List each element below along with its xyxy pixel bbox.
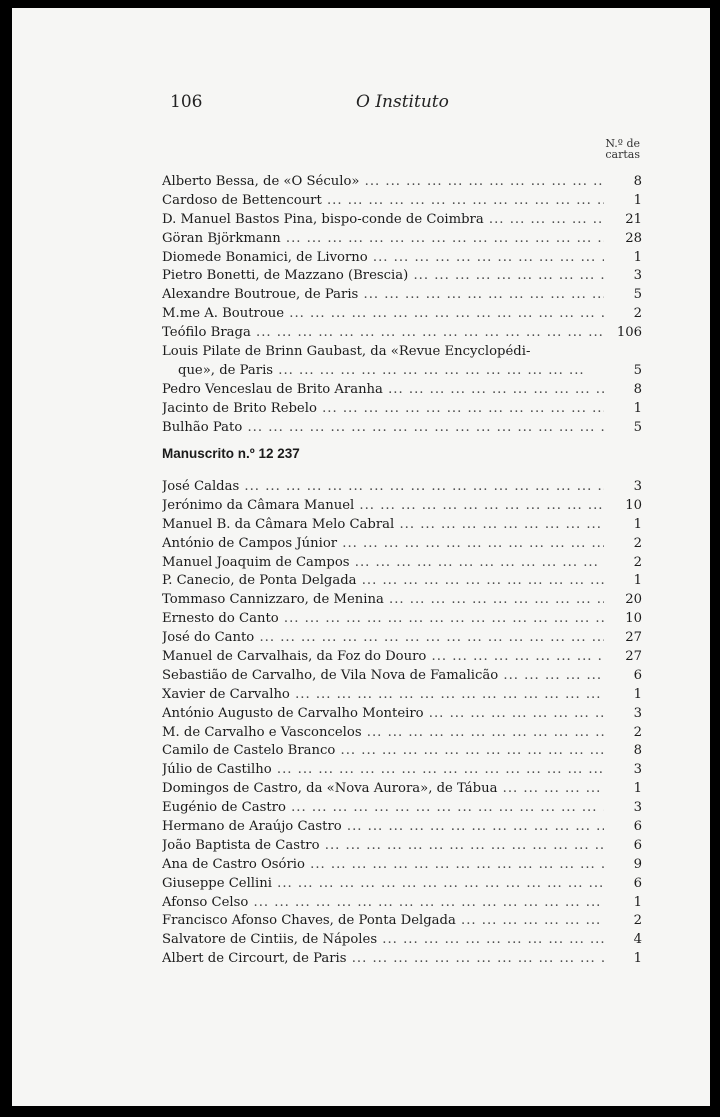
entry-letter-count: 20 bbox=[625, 592, 642, 608]
entry-name: Salvatore de Cintiis, de Nápoles ... . bbox=[162, 931, 604, 950]
entry-letter-count: 1 bbox=[633, 951, 642, 967]
list-entry bbox=[162, 705, 642, 724]
entry-letter-count: 2 bbox=[633, 554, 642, 570]
page-number: 106 bbox=[170, 92, 203, 112]
entry-letter-count: 2 bbox=[633, 913, 642, 929]
entry-letter-count: 1 bbox=[633, 192, 642, 208]
entry-letter-count: 3 bbox=[633, 762, 642, 778]
column-header-count bbox=[572, 138, 640, 160]
entry-name: Manuel de Carvalhais, da Foz do Douro ... . bbox=[162, 648, 604, 667]
entry-name: Tommaso Cannizzaro, de Menina ... . bbox=[162, 591, 604, 610]
entry-name: Cardoso de Bettencourt ... . bbox=[162, 192, 604, 211]
entry-letter-count: 106 bbox=[616, 325, 642, 341]
list-entry bbox=[162, 742, 642, 761]
list-entry bbox=[162, 400, 642, 419]
entry-name: Bulhão Pato ... . bbox=[162, 419, 604, 438]
entry-name: M.me A. Boutroue ... . bbox=[162, 305, 604, 324]
page-header bbox=[170, 92, 640, 116]
list-entry bbox=[162, 837, 642, 856]
entry-name: Francisco Afonso Chaves, de Ponta Delgada ... . bbox=[162, 912, 604, 931]
entry-letter-count: 6 bbox=[633, 819, 642, 835]
correspondent-list-b bbox=[162, 478, 642, 969]
entry-letter-count: 3 bbox=[633, 705, 642, 721]
list-entry bbox=[162, 230, 642, 249]
entry-letter-count: 28 bbox=[625, 230, 642, 246]
list-entry bbox=[162, 780, 642, 799]
entry-letter-count: 2 bbox=[633, 306, 642, 322]
entry-letter-count: 1 bbox=[633, 516, 642, 532]
entry-letter-count: 1 bbox=[633, 573, 642, 589]
entry-name: Göran Björkmann ... . bbox=[162, 230, 604, 249]
entry-letter-count: 3 bbox=[633, 268, 642, 284]
entry-name: José Caldas ... . bbox=[162, 478, 604, 497]
list-entry bbox=[162, 629, 642, 648]
entry-letter-count: 1 bbox=[633, 400, 642, 416]
entry-name: Ernesto do Canto ... . bbox=[162, 610, 604, 629]
entry-name: Giuseppe Cellini ... . bbox=[162, 875, 604, 894]
list-entry bbox=[162, 497, 642, 516]
list-entry bbox=[162, 686, 642, 705]
entry-letter-count: 4 bbox=[633, 932, 642, 948]
section-title: Manuscrito n.º 12 237 bbox=[162, 446, 300, 461]
list-entry bbox=[162, 856, 642, 875]
entry-letter-count: 3 bbox=[633, 800, 642, 816]
list-entry bbox=[162, 516, 642, 535]
list-entry bbox=[162, 381, 642, 400]
entry-name: Afonso Celso ... . bbox=[162, 894, 604, 913]
entry-name: Pedro Venceslau de Brito Aranha ... . bbox=[162, 381, 604, 400]
list-entry bbox=[162, 535, 642, 554]
list-entry bbox=[162, 192, 642, 211]
entry-name: D. Manuel Bastos Pina, bispo-conde de Coimbra ... . bbox=[162, 211, 604, 230]
entry-letter-count: 5 bbox=[633, 287, 642, 303]
list-entry bbox=[162, 173, 642, 192]
list-entry bbox=[162, 343, 642, 381]
entry-letter-count: 5 bbox=[633, 362, 642, 378]
list-entry bbox=[162, 724, 642, 743]
leader-dots: ... ... ... ... ... ... ... ... ... ... ... ... ... ... ... bbox=[273, 362, 585, 378]
entry-name: Sebastião de Carvalho, de Vila Nova de Famalicão ... . bbox=[162, 667, 604, 686]
list-entry bbox=[162, 610, 642, 629]
entry-name: Manuel Joaquim de Campos ... . bbox=[162, 554, 604, 573]
list-entry bbox=[162, 249, 642, 268]
entry-letter-count: 9 bbox=[633, 856, 642, 872]
entry-letter-count: 8 bbox=[633, 174, 642, 189]
list-entry bbox=[162, 931, 642, 950]
list-entry bbox=[162, 761, 642, 780]
column-header-line1: N.º de bbox=[605, 137, 640, 150]
list-entry bbox=[162, 305, 642, 324]
list-entry bbox=[162, 667, 642, 686]
entry-letter-count: 1 bbox=[633, 686, 642, 702]
entry-letter-count: 3 bbox=[633, 479, 642, 494]
entry-letter-count: 5 bbox=[633, 419, 642, 435]
entry-name: José do Canto ... . bbox=[162, 629, 604, 648]
entry-letter-count: 27 bbox=[625, 649, 642, 665]
list-entry bbox=[162, 591, 642, 610]
entry-name: Ana de Castro Osório ... . bbox=[162, 856, 604, 875]
list-entry bbox=[162, 648, 642, 667]
entry-name: Albert de Circourt, de Paris ... . bbox=[162, 950, 604, 969]
correspondent-list-a bbox=[162, 173, 642, 437]
list-entry bbox=[162, 912, 642, 931]
list-entry bbox=[162, 799, 642, 818]
running-title: O Instituto bbox=[356, 92, 449, 112]
book-page bbox=[12, 8, 710, 1106]
list-entry bbox=[162, 875, 642, 894]
entry-name: António Augusto de Carvalho Monteiro ... . bbox=[162, 705, 604, 724]
entry-name-line2: que», de Paris bbox=[178, 362, 274, 378]
entry-letter-count: 6 bbox=[633, 837, 642, 853]
entry-name: Manuel B. da Câmara Melo Cabral ... . bbox=[162, 516, 604, 535]
list-entry bbox=[162, 894, 642, 913]
entry-name: Teófilo Braga ... . bbox=[162, 324, 604, 343]
list-entry bbox=[162, 324, 642, 343]
entry-letter-count: 1 bbox=[633, 894, 642, 910]
entry-name: Eugénio de Castro ... . bbox=[162, 799, 604, 818]
entry-letter-count: 1 bbox=[633, 249, 642, 265]
entry-name: P. Canecio, de Ponta Delgada ... . bbox=[162, 572, 604, 591]
entry-letter-count: 10 bbox=[625, 611, 642, 627]
entry-name: Hermano de Araújo Castro ... . bbox=[162, 818, 604, 837]
column-header-line2: cartas bbox=[605, 148, 640, 161]
entry-name: Domingos de Castro, da «Nova Aurora», de Tábua ... . bbox=[162, 780, 604, 799]
entry-name: Alberto Bessa, de «O Século» ... . bbox=[162, 173, 604, 192]
entry-name: Jacinto de Brito Rebelo ... . bbox=[162, 400, 604, 419]
entry-name: Júlio de Castilho ... . bbox=[162, 761, 604, 780]
entry-letter-count: 8 bbox=[633, 381, 642, 397]
list-entry bbox=[162, 818, 642, 837]
list-entry bbox=[162, 478, 642, 497]
entry-letter-count: 8 bbox=[633, 743, 642, 759]
entry-name: Pietro Bonetti, de Mazzano (Brescia) ... . bbox=[162, 267, 604, 286]
list-entry bbox=[162, 286, 642, 305]
list-entry bbox=[162, 419, 642, 438]
entry-name: João Baptista de Castro ... . bbox=[162, 837, 604, 856]
entry-letter-count: 6 bbox=[633, 667, 642, 683]
entry-letter-count: 10 bbox=[625, 497, 642, 513]
entry-name bbox=[162, 343, 604, 381]
entry-name: M. de Carvalho e Vasconcelos ... . bbox=[162, 724, 604, 743]
entry-letter-count: 1 bbox=[633, 781, 642, 797]
list-entry bbox=[162, 211, 642, 230]
entry-name: António de Campos Júnior ... . bbox=[162, 535, 604, 554]
entry-name-line1: Louis Pilate de Brinn Gaubast, da «Revue Encyclopédi- bbox=[162, 344, 531, 360]
entry-letter-count: 2 bbox=[633, 535, 642, 551]
entry-letter-count: 2 bbox=[633, 724, 642, 740]
list-entry bbox=[162, 554, 642, 573]
list-entry bbox=[162, 950, 642, 969]
entry-name: Camilo de Castelo Branco ... . bbox=[162, 742, 604, 761]
entry-name: Diomede Bonamici, de Livorno ... . bbox=[162, 249, 604, 268]
entry-name: Jerónimo da Câmara Manuel ... . bbox=[162, 497, 604, 516]
entry-letter-count: 6 bbox=[633, 875, 642, 891]
list-entry bbox=[162, 267, 642, 286]
list-entry bbox=[162, 572, 642, 591]
entry-letter-count: 27 bbox=[625, 630, 642, 646]
entry-letter-count: 21 bbox=[625, 211, 642, 227]
entry-name: Alexandre Boutroue, de Paris ... . bbox=[162, 286, 604, 305]
entry-name: Xavier de Carvalho ... . bbox=[162, 686, 604, 705]
